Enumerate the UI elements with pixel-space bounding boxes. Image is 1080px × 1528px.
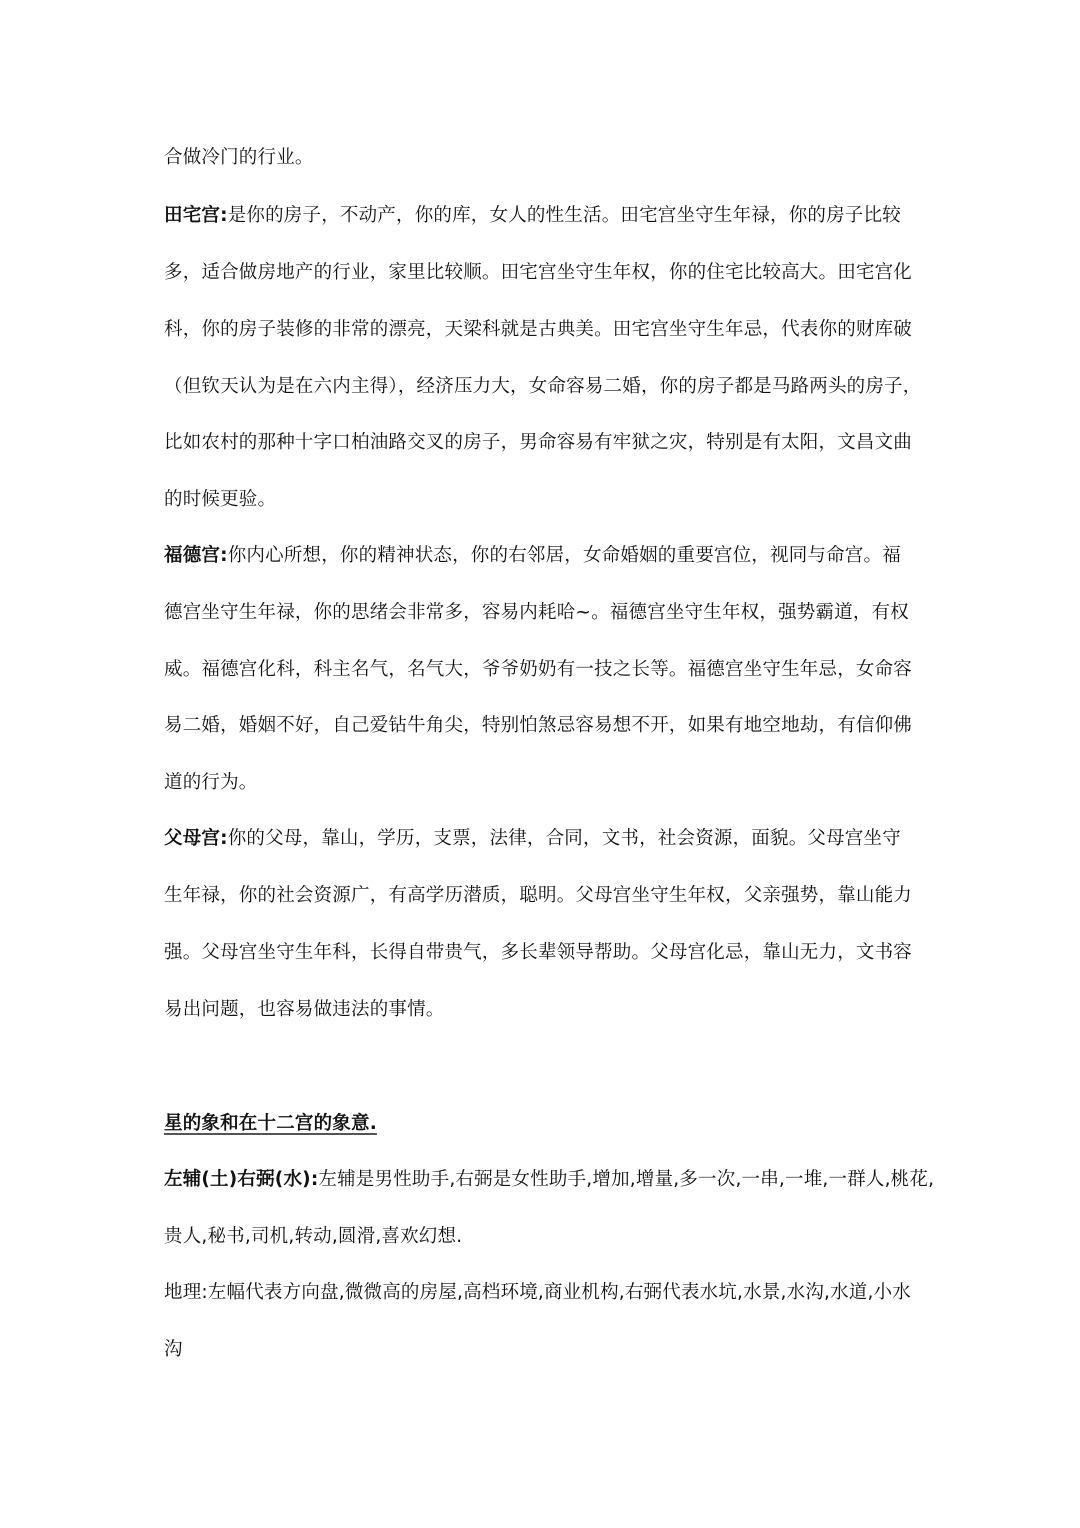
section-fumu-line-3: 强。父母宫坐守生年科，长得自带贵气，多长辈领导帮助。父母宫化忌，靠山无力，文书容 xyxy=(164,942,913,963)
geography-line-1: 地理:左幅代表方向盘,微微高的房屋,高档环境,商业机构,右弼代表水坑,水景,水沟,水道,小水 xyxy=(164,1282,911,1303)
star-entry-text: 左辅是男性助手,右弼是女性助手,增加,增量,多一次,一串,一堆,一群人,桃花, xyxy=(318,1169,935,1190)
section-fude-line-3: 威。福德宫化科，科主名气，名气大，爷爷奶奶有一技之长等。福德宫坐守生年忌，女命容 xyxy=(164,659,913,680)
section-text: 是你的房子，不动产，你的库，女人的性生活。田宅宫坐守生年禄，你的房子比较 xyxy=(227,205,901,226)
star-entry-line-2: 贵人,秘书,司机,转动,圆滑,喜欢幻想. xyxy=(164,1226,463,1247)
star-heading-line xyxy=(164,1112,924,1136)
section-tianzhai-line-4: （但钦天认为是在六内主得），经济压力大，女命容易二婚，你的房子都是马路两头的房子， xyxy=(164,376,922,397)
section-fude-line-1 xyxy=(164,544,924,568)
star-entry-title: 左辅(土)右弼(水): xyxy=(164,1169,319,1190)
section-text: 你的父母，靠山，学历，支票，法律，合同，文书，社会资源，面貌。父母宫坐守 xyxy=(227,828,901,849)
star-heading: 星的象和在十二宫的象意. xyxy=(164,1113,377,1134)
section-tianzhai-line-5: 比如农村的那种十字口柏油路交叉的房子，男命容易有牢狱之灾，特别是有太阳，文昌文曲 xyxy=(164,432,913,453)
section-fumu-line-4: 易出问题，也容易做违法的事情。 xyxy=(164,999,445,1020)
section-title-fude: 福德宫: xyxy=(164,545,228,566)
section-tianzhai-line-3: 科，你的房子装修的非常的漂亮，天梁科就是古典美。田宅宫坐守生年忌，代表你的财库破 xyxy=(164,319,913,340)
section-title-fumu: 父母宫: xyxy=(164,828,228,849)
section-text: 你内心所想，你的精神状态，你的右邻居，女命婚姻的重要宫位，视同与命宫。福 xyxy=(227,545,901,566)
section-fude-line-4: 易二婚，婚姻不好，自己爱钻牛角尖，特别怕煞忌容易想不开，如果有地空地劫，有信仰佛 xyxy=(164,715,913,736)
section-fude-line-2: 德宫坐守生年禄，你的思绪会非常多，容易内耗哈~。福德宫坐守生年权，强势霸道，有权 xyxy=(164,602,910,623)
section-tianzhai-line-2: 多，适合做房地产的行业，家里比较顺。田宅宫坐守生年权，你的住宅比较高大。田宅宫化 xyxy=(164,262,913,283)
section-fumu-line-2: 生年禄，你的社会资源广，有高学历潜质，聪明。父母宫坐守生年权，父亲强势，靠山能力 xyxy=(164,885,913,906)
section-tianzhai-line-6: 的时候更验。 xyxy=(164,489,277,510)
star-entry-line-1 xyxy=(164,1168,935,1192)
section-fude-line-5: 道的行为。 xyxy=(164,772,258,793)
section-title-tianzhai: 田宅宫: xyxy=(164,205,228,226)
intro-tail-line: 合做冷门的行业。 xyxy=(164,147,314,168)
geography-line-2: 沟 xyxy=(164,1339,183,1360)
section-tianzhai-line-1 xyxy=(164,204,924,228)
section-fumu-line-1 xyxy=(164,827,924,851)
